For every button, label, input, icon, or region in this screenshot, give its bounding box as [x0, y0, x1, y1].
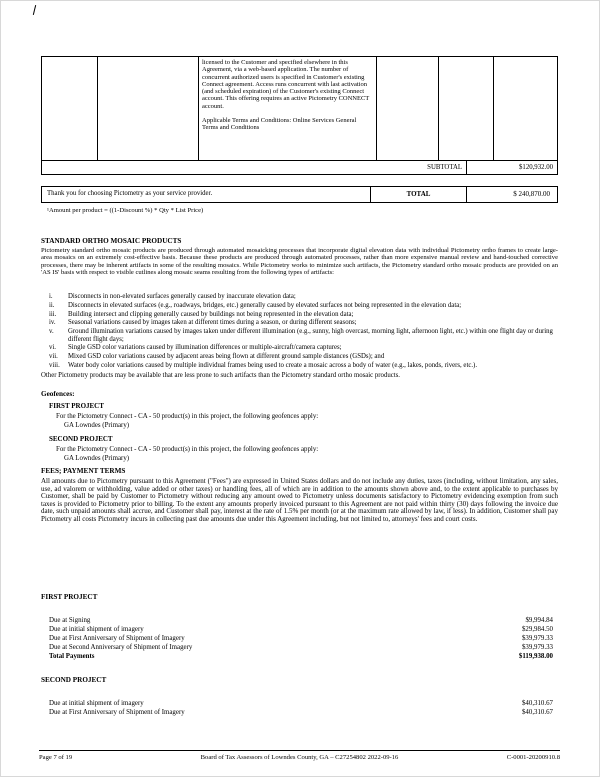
product-table-empty-cell [42, 57, 98, 160]
payment-amount: $40,310.67 [521, 700, 553, 707]
payment-label: Due at First Anniversary of Shipment of Imagery [49, 635, 185, 642]
list-item-number: v. [49, 328, 54, 336]
product-terms-text: Applicable Terms and Conditions: Online Services General Terms and Conditions [202, 117, 357, 132]
second-project-payments [41, 699, 558, 717]
list-item-text: Disconnects in elevated surfaces (e.g., roadways, bridges, etc.) generally caused by elevated surfaces not being represented in the elevation data; [68, 301, 462, 309]
list-item-number: iv. [49, 319, 56, 327]
geofence-project [41, 402, 558, 429]
product-description-cell [199, 57, 377, 160]
list-item [41, 302, 558, 309]
payment-total-amount: $119,938.00 [518, 653, 553, 660]
list-item [41, 311, 558, 318]
footer-doc-id: C-0001-20200910.8 [506, 754, 560, 761]
list-item [41, 344, 558, 351]
amount-footnote: ¹Amount per product = ((1-Discount %) * Qty * List Price) [47, 207, 204, 214]
subtotal-label: SUBTOTAL [42, 161, 467, 174]
project-geofence-line: For the Pictometry Connect - CA - 50 product(s) in this project, the following geofences apply: [56, 446, 319, 453]
page-footer [39, 750, 560, 761]
list-item-number: vii. [49, 353, 58, 361]
footer-page-number: Page 7 of 19 [39, 754, 73, 761]
fees-heading: FEES; PAYMENT TERMS [41, 467, 126, 475]
ortho-artifact-list [41, 293, 558, 371]
payment-total-row [41, 652, 558, 661]
payment-amount: $39,979.33 [521, 635, 553, 642]
first-project-heading: FIRST PROJECT [41, 593, 98, 601]
list-item-text: Disconnects in non-elevated surfaces generally caused by inaccurate elevation data; [68, 293, 296, 300]
total-value: $ 240,870.00 [513, 190, 550, 198]
total-table [41, 186, 558, 203]
product-description-text: licensed to the Customer and specified elsewhere in this Agreement, via a web-based application. The number of concurrent authorized users is specified in Customer's existing Connect agreement. Access runs concurrent with last activation (and scheduled expiration) of the Customer's existing Connect account. This offering requires an active Pictometry CONNECT account. [202, 59, 370, 110]
payment-label: Due at initial shipment of imagery [49, 700, 144, 707]
payment-row [41, 699, 558, 708]
product-table-empty-cell [98, 57, 199, 160]
payment-label: Due at First Anniversary of Shipment of Imagery [49, 709, 185, 716]
payment-row [41, 616, 558, 625]
ortho-intro-paragraph: Pictometry standard ortho mosaic products are produced through automated mosaicking processes that incorporate digital elevation data with individual Pictometry ortho frames to create large-area mosaics on an extremely cost-effective basis. Because these products are produced through automated processes, rather than more expensive manual review and hand-touched corrective processes, there may be inherent artifacts in some of the resulting mosaics. While Pictometry works to minimize such artifacts, the Pictometry standard ortho mosaic products are provided on an 'AS IS' basis with respect to visible cutlines along mosaic seams resulting from the following types of artifacts: [41, 247, 558, 276]
corner-pen-mark [33, 5, 36, 15]
ortho-section-heading: STANDARD ORTHO MOSAIC PRODUCTS [41, 237, 182, 245]
list-item [41, 319, 558, 326]
list-item [41, 362, 558, 369]
project-geofence-name: GA Lowndes (Primary) [64, 422, 130, 429]
payment-amount: $40,310.67 [521, 709, 553, 716]
fees-section [41, 467, 558, 524]
product-table [41, 56, 558, 175]
payment-amount: $29,984.50 [521, 626, 553, 633]
payment-row [41, 643, 558, 652]
product-table-empty-cell [494, 57, 557, 160]
geofence-project [41, 435, 558, 462]
list-item [41, 328, 558, 343]
payment-row [41, 634, 558, 643]
payment-amount: $39,979.33 [521, 644, 553, 651]
geofences-heading: Geofences: [41, 390, 75, 398]
payment-label: Due at initial shipment of imagery [49, 626, 144, 633]
payment-amount: $9,994.84 [525, 617, 553, 624]
subtotal-row [42, 161, 557, 174]
list-item-number: ii. [49, 301, 55, 309]
list-item-number: iii. [49, 310, 57, 318]
list-item-text: Seasonal variations caused by images taken at different times during a season, or during different seasons; [68, 319, 357, 327]
list-item-text: Single GSD color variations caused by illumination differences or multiple-aircraft/camera captures; [68, 344, 342, 352]
project-title: SECOND PROJECT [49, 435, 113, 443]
ortho-closing-paragraph: Other Pictometry products may be available that are less prone to such artifacts than the Pictometry standard ortho mosaic products. [41, 372, 400, 379]
list-item [41, 353, 558, 360]
list-item-number: i. [49, 293, 53, 300]
total-label: TOTAL [371, 187, 467, 202]
product-table-description-row [42, 57, 557, 161]
second-project-heading: SECOND PROJECT [41, 676, 107, 684]
payment-label: Due at Second Anniversary of Shipment of Imagery [49, 644, 193, 651]
fees-paragraph: All amounts due to Pictometry pursuant to this Agreement ("Fees") are expressed in United States dollars and do not include any duties, taxes (including, without limitation, any sales, use, ad valorem or withholding, value added or other taxes) or handling fees, all of which are in addition to the amounts shown above and, to the extent applicable to purchases by Customer, shall be paid by Customer to Pictometry without reducing any amount owed to Pictometry unless documents satisfactory to Pictometry evidencing exemption from such taxes is provided to Pictometry prior to billing. To the extent any amounts properly invoiced pursuant to this Agreement are not paid within thirty (30) days following the invoice due date, such unpaid amounts shall accrue, and Customer shall pay, interest at the rate of 1.5% per month (or at the maximum rate allowed by law, if less). In addition, Customer shall pay Pictometry all costs Pictometry incurs in collecting past due amounts due under this Agreement including, but not limited to, attorneys' fees and court costs. [41, 477, 558, 523]
payment-label: Due at Signing [49, 617, 91, 624]
payment-total-label: Total Payments [49, 653, 95, 660]
list-item-text: Ground illumination variations caused by images taken under different illumination (e.g., sunny, high overcast, morning light, afternoon light, etc.) within one flight day or during different flight days; [68, 328, 553, 343]
product-table-empty-cell [377, 57, 439, 160]
project-title: FIRST PROJECT [49, 402, 104, 410]
geofences-section [41, 390, 558, 462]
product-table-empty-cell [439, 57, 494, 160]
thank-you-message: Thank you for choosing Pictometry as your service provider. [42, 187, 371, 202]
list-item-number: viii. [49, 361, 60, 369]
payment-row [41, 708, 558, 717]
subtotal-value: $120,932.00 [519, 164, 553, 171]
list-item-text: Water body color variations caused by multiple individual frames being used to create a mosaic across a body of water (e.g., lakes, ponds, rivers, etc.). [68, 361, 478, 369]
footer-document-title: Board of Tax Assessors of Lowndes County, GA – C27254802 2022-09-16 [200, 754, 399, 761]
project-geofence-line: For the Pictometry Connect - CA - 50 product(s) in this project, the following geofences apply: [56, 413, 319, 420]
list-item-number: vi. [49, 344, 56, 352]
list-item [41, 293, 558, 300]
first-project-payments [41, 616, 558, 661]
project-geofence-name: GA Lowndes (Primary) [64, 455, 130, 462]
list-item-text: Mixed GSD color variations caused by adjacent areas being flown at different ground sample distances (GSDs); and [68, 353, 385, 361]
payment-row [41, 625, 558, 634]
list-item-text: Building intersect and clipping generally caused by buildings not being represented in the elevation data; [68, 310, 354, 318]
